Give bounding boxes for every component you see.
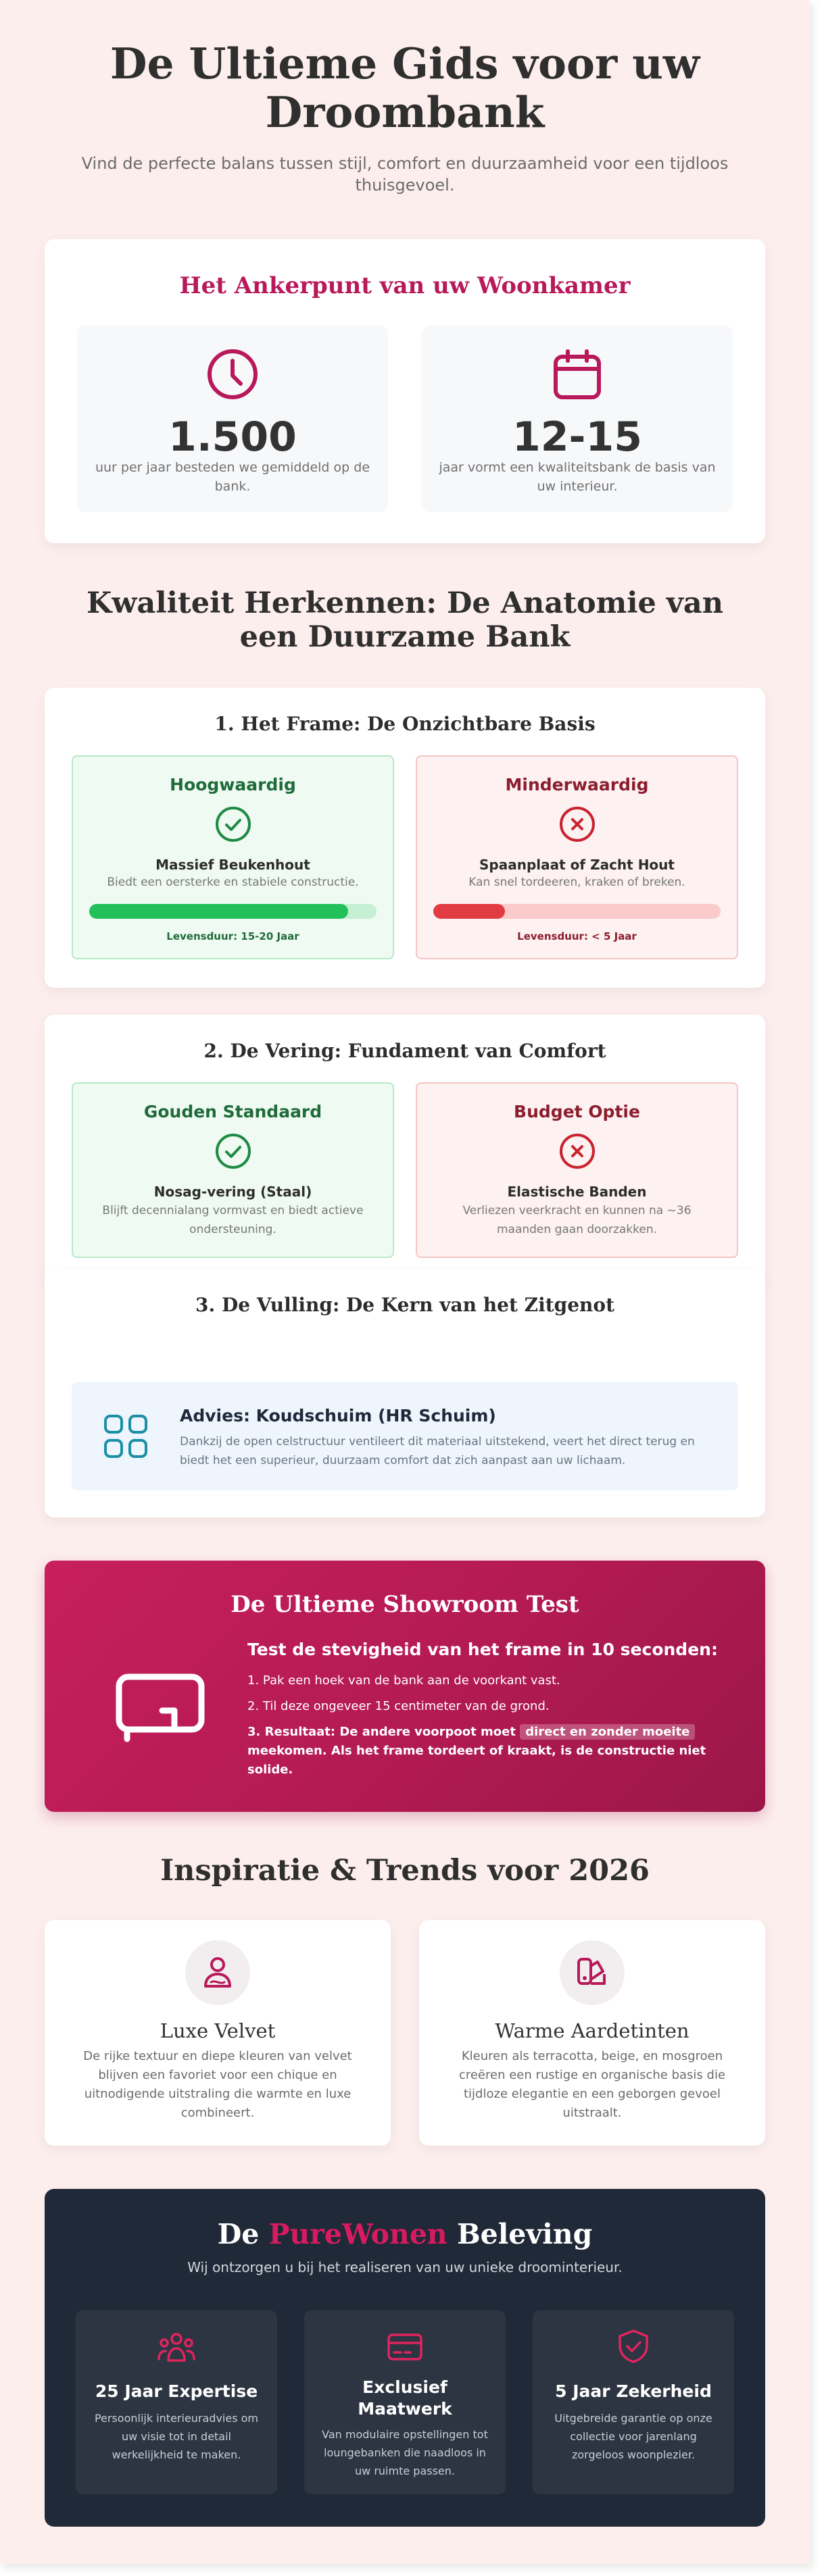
frame-good-head: Hoogwaardig xyxy=(170,775,296,794)
frame-bad-head: Minderwaardig xyxy=(505,775,649,794)
frame-bad-panel xyxy=(416,755,738,959)
brand-box-desc-expertise: Persoonlijk interieuradvies om uw visie tot in detail werkelijkheid te maken. xyxy=(94,2412,259,2461)
velvet-icon xyxy=(201,1955,234,1990)
stat-box-years xyxy=(422,326,733,512)
palette-icon xyxy=(576,1956,608,1989)
springs-bad-head: Budget Optie xyxy=(514,1102,640,1121)
brand-subtitle: Wij ontzorgen u bij het realiseren van uw unieke droominterieur. xyxy=(187,2259,623,2275)
frame-good-lifespan-bar xyxy=(89,904,377,919)
springs-title: 2. De Vering: Fundament van Comfort xyxy=(203,1040,606,1062)
springs-bad-panel xyxy=(416,1082,738,1258)
stat-box-hours xyxy=(77,326,388,512)
brand-box-title-zekerheid: 5 Jaar Zekerheid xyxy=(555,2381,712,2401)
brand-name: PureWonen xyxy=(268,2218,447,2250)
frame-bad-lifespan-fill xyxy=(433,904,505,919)
check-circle-icon xyxy=(214,805,252,843)
brand-box-desc-zekerheid: Uitgebreide garantie op onze collectie voor jarenlang zorgeloos woonplezier. xyxy=(554,2412,712,2461)
frame-bad-lifespan-bar xyxy=(433,904,721,919)
trends-title: Inspiratie & Trends voor 2026 xyxy=(160,1854,650,1888)
x-circle-icon xyxy=(558,805,596,843)
springs-bad-name: Elastische Banden xyxy=(507,1184,647,1200)
filling-card xyxy=(45,1269,765,1517)
x-circle-icon xyxy=(558,1132,596,1170)
team-icon xyxy=(157,2331,195,2363)
trend-card-earth-tones xyxy=(419,1920,765,2146)
springs-good-desc: Blijft decennialang vormvast en biedt actieve ondersteuning. xyxy=(102,1204,364,1236)
frame-good-lifespan-fill xyxy=(89,904,348,919)
trend-icon-circle xyxy=(560,1940,625,2005)
brand-box-maatwerk xyxy=(304,2310,506,2494)
showroom-title: De Ultieme Showroom Test xyxy=(231,1591,579,1618)
trend-desc-velvet: De rijke textuur en diepe kleuren van velvet blijven een favoriet voor een chique en uitnodigende uitstraling die warmte en luxe combineert. xyxy=(83,2049,352,2120)
brand-box-title-maatwerk xyxy=(304,2377,506,2420)
anchor-title: Het Ankerpunt van uw Woonkamer xyxy=(179,272,631,299)
brand-title xyxy=(45,2217,765,2251)
trend-desc-earth-tones: Kleuren als terracotta, beige, en mosgroen creëren een rustige en organische basis die tijdloze elegantie en een geborgen gevoel uitstraalt. xyxy=(458,2049,726,2120)
check-circle-icon xyxy=(214,1132,252,1170)
advice-title: Advies: Koudschuim (HR Schuim) xyxy=(180,1406,496,1425)
credit-card-icon xyxy=(386,2331,424,2363)
frame-good-lifespan: Levensduur: 15-20 Jaar xyxy=(166,930,299,942)
anchor-card xyxy=(45,239,765,543)
brand-box-expertise xyxy=(76,2310,277,2494)
frame-bad-lifespan: Levensduur: < 5 Jaar xyxy=(517,930,637,942)
frame-good-panel xyxy=(72,755,394,959)
brand-box-title-maatwerk-text: Exclusief Maatwerk xyxy=(358,2377,452,2419)
frame-card xyxy=(45,688,765,988)
frame-bad-desc: Kan snel tordeeren, kraken of breken. xyxy=(468,876,685,889)
showroom-step-3-text: 3. Resultaat: De andere voorpoot moet xyxy=(247,1725,520,1739)
brand-box-title-expertise: 25 Jaar Expertise xyxy=(95,2381,258,2401)
filling-title: 3. De Vulling: De Kern van het Zitgenot xyxy=(195,1294,615,1316)
showroom-step-3-highlight: direct en zonder moeite xyxy=(520,1724,695,1740)
quality-section-title: Kwaliteit Herkennen: De Anatomie van een Duurzame Bank xyxy=(86,586,723,654)
showroom-subtitle: Test de stevigheid van het frame in 10 seconden: xyxy=(247,1640,718,1659)
calendar-icon xyxy=(550,347,604,401)
stat-desc-hours: uur per jaar besteden we gemiddeld op de bank. xyxy=(95,460,370,494)
grid-icon xyxy=(101,1412,150,1461)
frame-title: 1. Het Frame: De Onzichtbare Basis xyxy=(214,713,596,735)
showroom-step-3-text-end: meekomen. Als het frame tordeert of kraakt, is de constructie niet solide. xyxy=(247,1744,706,1777)
showroom-step-3 xyxy=(247,1723,714,1779)
brand-box-desc-maatwerk: Van modulaire opstellingen tot loungebanken die naadloos in uw ruimte passen. xyxy=(322,2428,488,2477)
stat-desc-years: jaar vormt een kwaliteitsbank de basis van uw interieur. xyxy=(439,460,716,494)
stat-value-years: 12-15 xyxy=(512,413,642,461)
showroom-steps xyxy=(247,1671,714,1779)
trend-title-velvet: Luxe Velvet xyxy=(160,2019,276,2042)
springs-bad-desc: Verliezen veerkracht en kunnen na ~36 maanden gaan doorzakken. xyxy=(462,1204,692,1236)
springs-good-name: Nosag-vering (Staal) xyxy=(153,1184,312,1200)
clock-icon xyxy=(205,347,260,401)
springs-card xyxy=(45,1015,765,1285)
springs-good-head: Gouden Standaard xyxy=(143,1102,322,1121)
advice-desc: Dankzij de open celstructuur ventileert dit materiaal uitstekend, veert het direct terug en biedt het een superieur, duurzaam comfort dat zich aanpast aan uw lichaam. xyxy=(180,1435,695,1467)
stat-value-hours: 1.500 xyxy=(168,413,297,461)
brand-title-pre: De xyxy=(217,2218,269,2250)
trend-icon-circle xyxy=(185,1940,250,2005)
showroom-step-2: 2. Til deze ongeveer 15 centimeter van de grond. xyxy=(247,1699,550,1713)
showroom-step-1: 1. Pak een hoek van de bank aan de voorkant vast. xyxy=(247,1673,560,1688)
frame-good-name: Massief Beukenhout xyxy=(155,857,310,873)
shield-check-icon xyxy=(616,2328,651,2365)
advice-box xyxy=(72,1382,738,1490)
trend-title-earth-tones: Warme Aardetinten xyxy=(495,2019,689,2042)
showroom-test-card xyxy=(45,1561,765,1812)
springs-good-panel xyxy=(72,1082,394,1258)
frame-bad-name: Spaanplaat of Zacht Hout xyxy=(479,857,675,873)
sofa-test-icon xyxy=(115,1673,205,1743)
frame-good-desc: Biedt een oersterke en stabiele constructie. xyxy=(107,876,359,889)
brand-section xyxy=(45,2189,765,2527)
brand-box-zekerheid xyxy=(533,2310,734,2494)
trend-card-velvet xyxy=(45,1920,391,2146)
brand-title-post: Beleving xyxy=(447,2218,593,2250)
page-title: De Ultieme Gids voor uw Droombank xyxy=(110,39,700,137)
page-subtitle: Vind de perfecte balans tussen stijl, comfort en duurzaamheid voor een tijdloos thuisgevoel. xyxy=(81,154,729,195)
